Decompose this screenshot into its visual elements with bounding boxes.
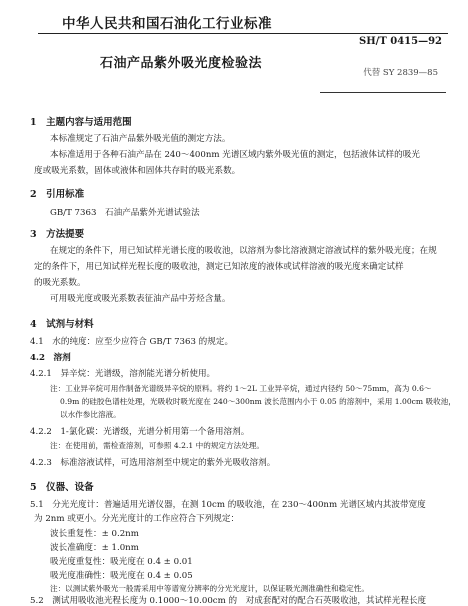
title-rule [320,92,446,93]
section-5-note: 注：以测试紫外吸光一般需采用中等谱宽分辨率的分光光度计，以保证吸光测准确性和稳定性。 [50,584,369,593]
section-3-heading: 3 方法提要 [30,229,85,240]
section-3-line: 在规定的条件下，用已知试样光谱长度的吸收池，以溶剂为参比溶液测定溶液试样的紫外吸光度；在规 [50,246,437,256]
section-4-note: 注：工业异辛烷可用作制备光谱级异辛烷的原料。将约 1～2L 工业异辛烷，通过内径约 50～75mm，高为 0.6～ [50,384,432,393]
replaces-note: 代替 SY 2839—85 [363,68,438,78]
section-4-line: 4.2 溶剂 [30,353,71,363]
org-title: 中华人民共和国石油化工行业标准 [62,16,272,32]
section-1-line: 本标准规定了石油产品紫外吸光值的测定方法。 [50,134,231,144]
section-4-line: 4.2.3 标准溶液试样，可选用溶剂至中规定的紫外光吸收溶剂。 [30,458,276,468]
section-4-heading: 4 试剂与材料 [30,319,94,330]
section-1-line: 度或吸光系数，固体或液体和固体共存时的吸光系数。 [34,166,241,176]
section-3-line: 定的条件下，用已知试样光程长度的吸收池，测定已知浓度的液体或试样溶液的吸光度来确定试样 [34,262,404,272]
section-4-note: 以水作参比溶液。 [60,410,121,419]
section-4-line: 4.2.2 1-氯化碳：光谱级，光谱分析用第一个备用溶剂。 [30,427,250,437]
section-3-line: 的吸光系数。 [34,278,86,288]
section-4-note: 注：在使用前，需检查溶剂，可参照 4.2.1 中的规定方法处理。 [50,441,264,450]
section-5-line: 5.1 分光光度计：普遍适用光谱仪器，在测 10cm 的吸收池，在 230～400nm 光谱区域内其波带宽度 [30,500,426,510]
section-1-heading: 1 主题内容与适用范围 [30,117,132,128]
document-title: 石油产品紫外吸光度检验法 [100,56,263,71]
standard-number: SH/T 0415—92 [359,36,442,47]
header-rule [38,33,448,34]
section-2-line: GB/T 7363 石油产品紫外光谱试验法 [50,208,200,218]
section-1-line: 本标准适用于各种石油产品在 240～400nm 光谱区域内紫外吸光值的测定，包括液体试样的吸光 [50,150,420,160]
section-5-line: 为 2nm 或更小。分光光度计的工作应符合下列规定： [34,514,240,524]
section-5-spec: 吸光度重复性：吸光度在 0.4 ± 0.01 [50,557,193,567]
section-2-heading: 2 引用标准 [30,189,85,200]
section-5-line: 5.2 测试用吸收池光程长度为 0.1000～10.00cm 的 对成套配对的配合石英吸收池，其试样光程长度 [30,596,427,606]
section-5-spec: 波长准确度：± 1.0nm [50,543,139,553]
section-3-line: 可用吸光度或吸光系数表征油产品中芳烃含量。 [50,294,231,304]
section-5-spec: 波长重复性：± 0.2nm [50,529,139,539]
section-5-heading: 5 仪器、设备 [30,482,94,493]
section-4-note: 0.9m 的硅胶色谱柱处理，光吸收时吸光度在 240～300nm 波长范围内小于 0.05 的溶剂中，采用 1.00cm 吸收池， [60,397,456,406]
section-4-line: 4.2.1 异辛烷：光谱级，溶剂能光谱分析使用。 [30,369,216,379]
section-4-line: 4.1 水的纯度：应至少应符合 GB/T 7363 的规定。 [30,337,234,347]
section-5-spec: 吸光度准确性：吸光度在 0.4 ± 0.05 [50,571,193,581]
